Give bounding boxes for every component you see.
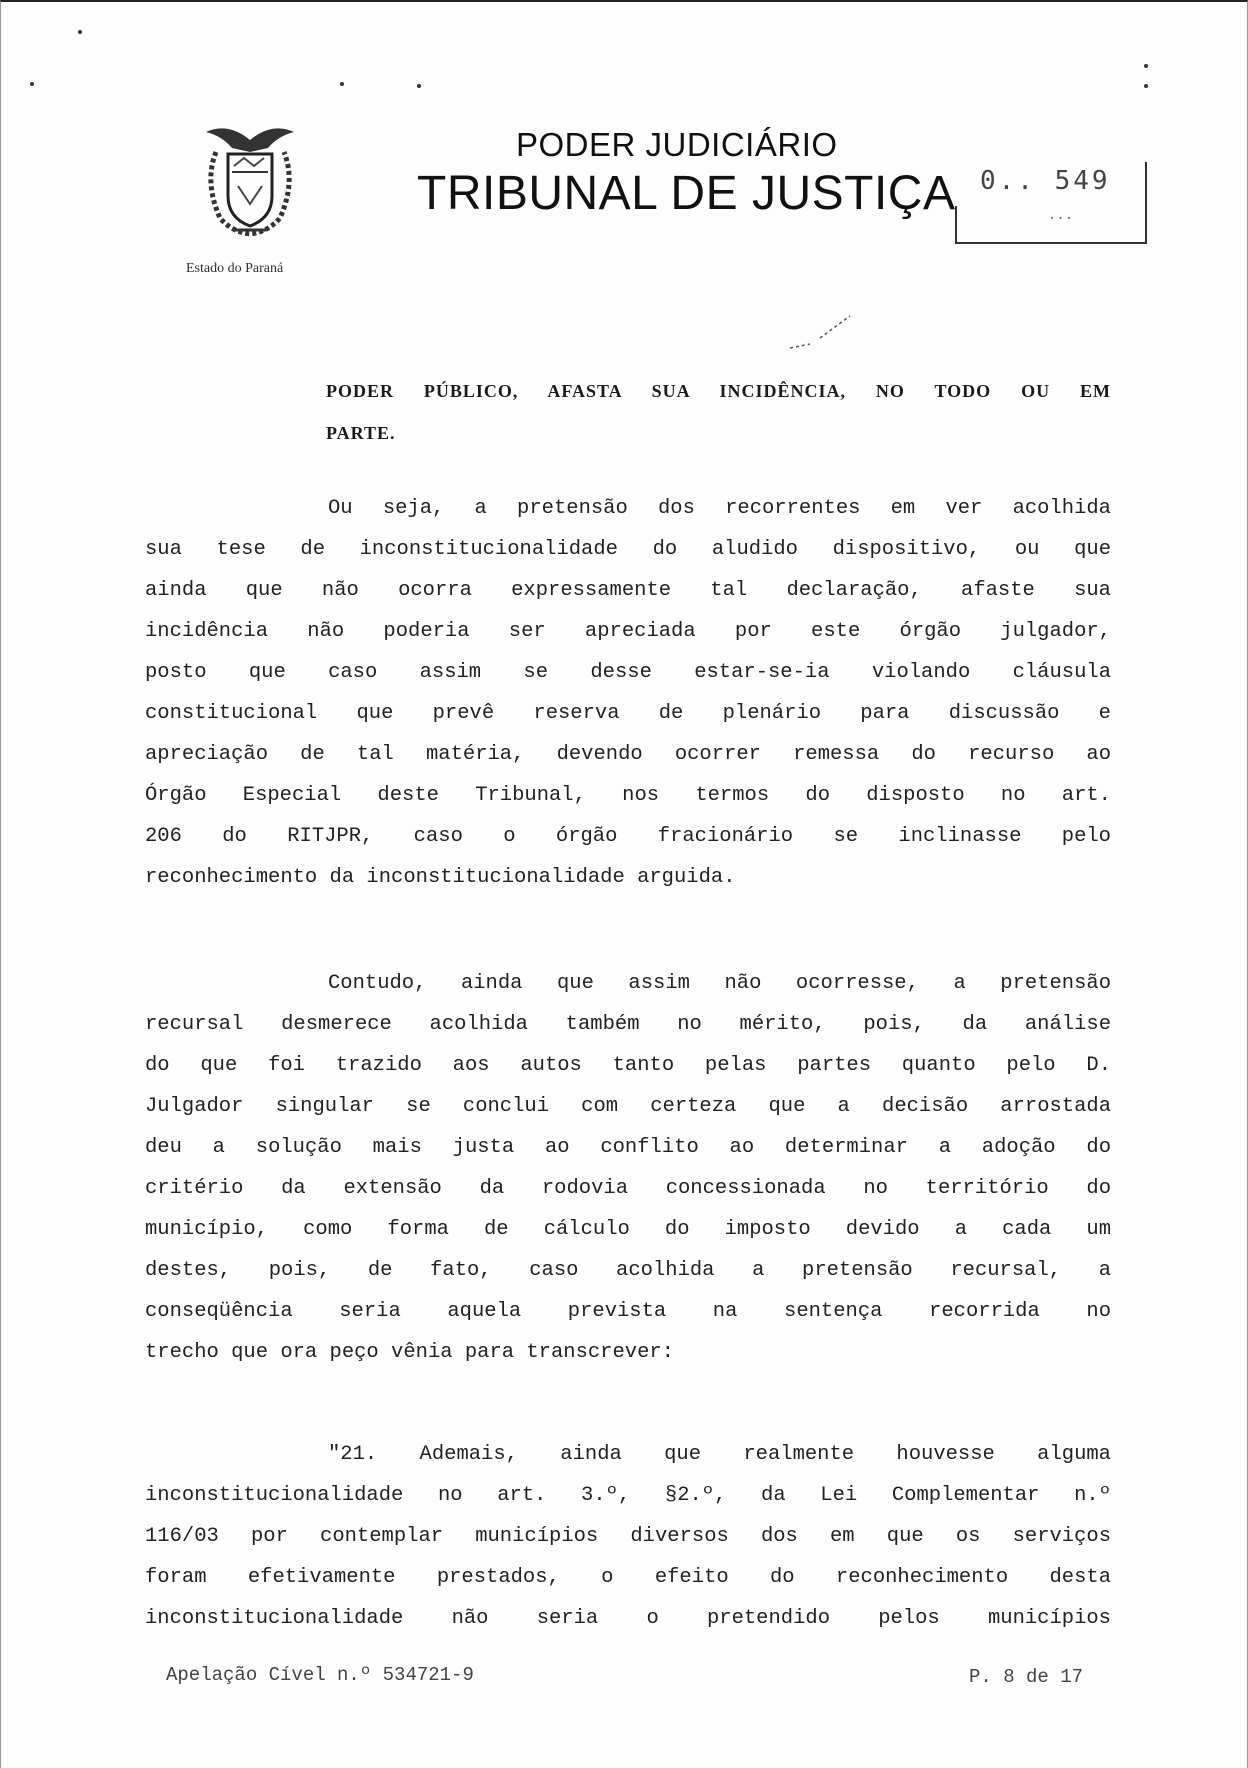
text-line: conseqüência seria aquela prevista na sentença recorrida no	[145, 1300, 1111, 1323]
scan-speck	[340, 82, 344, 86]
text-line: apreciação de tal matéria, devendo ocorrer remessa do recurso ao	[145, 743, 1111, 766]
paragraph-1	[145, 488, 1111, 898]
text-line: trecho que ora peço vênia para transcrever:	[145, 1341, 674, 1364]
paragraph-2	[145, 963, 1111, 1373]
text-line: destes, pois, de fato, caso acolhida a pretensão recursal, a	[145, 1259, 1111, 1282]
text-line: Julgador singular se conclui com certeza que a decisão arrostada	[145, 1095, 1111, 1118]
text-line: "21. Ademais, ainda que realmente houvesse alguma	[328, 1443, 1111, 1466]
text-line: deu a solução mais justa ao conflito ao determinar a adoção do	[145, 1136, 1111, 1159]
scan-speck	[30, 82, 34, 86]
text-line: posto que caso assim se desse estar-se-ia violando cláusula	[145, 661, 1111, 684]
header-tribunal-de-justica: TRIBUNAL DE JUSTIÇA	[417, 167, 956, 220]
text-line: incidência não poderia ser apreciada por este órgão julgador,	[145, 620, 1111, 643]
text-line: recursal desmerece acolhida também no mérito, pois, da análise	[145, 1013, 1111, 1036]
header-poder-judiciario: PODER JUDICIÁRIO	[516, 126, 838, 163]
scan-speck	[78, 30, 82, 34]
section-title	[326, 370, 1111, 454]
text-line: município, como forma de cálculo do imposto devido a cada um	[145, 1218, 1111, 1241]
scan-speck	[417, 84, 421, 88]
text-line: foram efetivamente prestados, o efeito do reconhecimento desta	[145, 1566, 1111, 1589]
text-line: Contudo, ainda que assim não ocorresse, a pretensão	[328, 972, 1111, 995]
footer-page-number: P. 8 de 17	[969, 1666, 1084, 1688]
title-line: PARTE.	[326, 423, 396, 443]
text-line: sua tese de inconstitucionalidade do aludido dispositivo, ou que	[145, 538, 1111, 561]
title-line: PODER PÚBLICO, AFASTA SUA INCIDÊNCIA, NO TODO OU EM	[326, 381, 1111, 401]
handwritten-mark-icon	[780, 308, 860, 358]
text-line: reconhecimento da inconstitucionalidade arguida.	[145, 866, 736, 889]
scan-speck	[1144, 84, 1148, 88]
text-line: do que foi trazido aos autos tanto pelas partes quanto pelo D.	[145, 1054, 1111, 1077]
parana-coat-of-arms-icon	[198, 122, 302, 240]
stamp-mark: ...	[1048, 208, 1074, 224]
scan-speck	[1144, 64, 1148, 68]
estado-label: Estado do Paraná	[186, 261, 284, 276]
text-line: inconstitucionalidade no art. 3.º, §2.º, da Lei Complementar n.º	[145, 1484, 1111, 1507]
stamp-number: 0.. 549	[980, 166, 1111, 196]
text-line: Órgão Especial deste Tribunal, nos termos do disposto no art.	[145, 784, 1111, 807]
text-line: inconstitucionalidade não seria o pretendido pelos municípios	[145, 1607, 1111, 1630]
text-line: 206 do RITJPR, caso o órgão fracionário se inclinasse pelo	[145, 825, 1111, 848]
text-line: critério da extensão da rodovia concessionada no território do	[145, 1177, 1111, 1200]
text-line: constitucional que prevê reserva de plenário para discussão e	[145, 702, 1111, 725]
quoted-paragraph	[145, 1434, 1111, 1639]
text-line: ainda que não ocorra expressamente tal declaração, afaste sua	[145, 579, 1111, 602]
text-line: 116/03 por contemplar municípios diversos dos em que os serviços	[145, 1525, 1111, 1548]
text-line: Ou seja, a pretensão dos recorrentes em ver acolhida	[328, 497, 1111, 520]
footer-case-number: Apelação Cível n.º 534721-9	[166, 1664, 474, 1686]
